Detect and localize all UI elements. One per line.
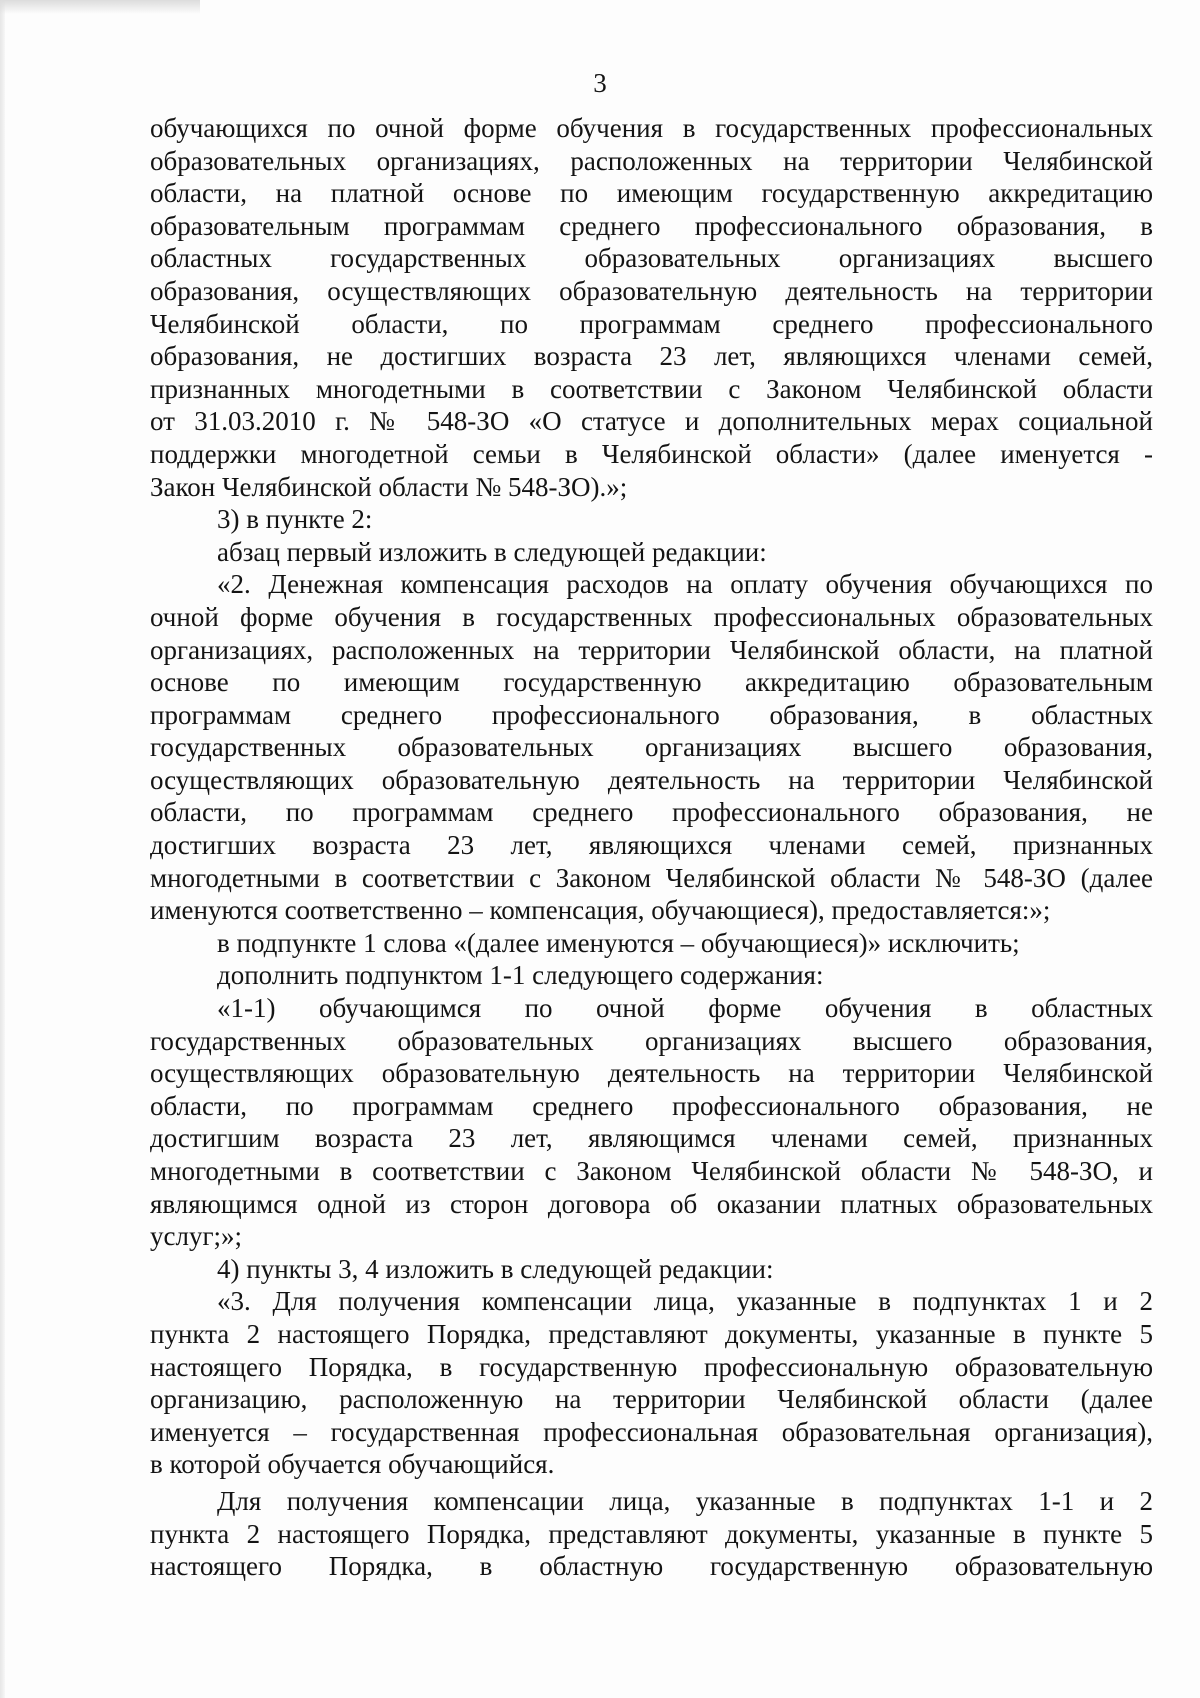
text-line: «3. Для получения компенсации лица, указанные в подпунктах 1 и 2 (217, 1286, 1153, 1317)
text-line: настоящего Порядка, в областную государственную образовательную (150, 1551, 1153, 1582)
text-line: 4) пункты 3, 4 изложить в следующей редакции: (217, 1253, 774, 1284)
text-line: пункта 2 настоящего Порядка, представляют документы, указанные в пункте 5 (150, 1318, 1153, 1349)
text-line: именуется – государственная профессиональная образовательная организация), (150, 1416, 1153, 1447)
text-line: образования, осуществляющих образовательную деятельность на территории (150, 275, 1153, 306)
scan-edge-shadow (0, 0, 5, 1698)
text-line: образовательным программам среднего профессионального образования, в (150, 210, 1153, 241)
text-line: дополнить подпунктом 1-1 следующего содержания: (217, 960, 824, 991)
page-number: 3 (593, 68, 607, 98)
text-line: очной форме обучения в государственных профессиональных образовательных (150, 601, 1153, 632)
text-line: областных государственных образовательных организациях высшего (150, 243, 1153, 274)
text-line: государственных образовательных организациях высшего образования, (150, 732, 1153, 763)
scan-top-shadow (0, 0, 200, 14)
text-line: образования, не достигших возраста 23 лет, являющихся членами семей, (150, 341, 1153, 372)
text-line: организацию, расположенную на территории Челябинской области (далее (150, 1384, 1153, 1415)
text-line: образовательных организациях, расположенных на территории Челябинской (150, 145, 1153, 176)
text-line: от 31.03.2010 г. № 548-ЗО «О статусе и дополнительных мерах социальной (150, 406, 1153, 437)
text-line: Закон Челябинской области № 548-ЗО).»; (150, 471, 628, 502)
text-line: обучающихся по очной форме обучения в государственных профессиональных (150, 113, 1153, 143)
text-line: организациях, расположенных на территории Челябинской области, на платной (150, 634, 1153, 665)
text-line: пункта 2 настоящего Порядка, представляют документы, указанные в пункте 5 (150, 1518, 1153, 1549)
text-line: 3) в пункте 2: (217, 504, 373, 535)
text-line: «1-1) обучающимся по очной форме обучения в областных (217, 993, 1153, 1024)
text-line: области, по программам среднего профессионального образования, не (150, 797, 1153, 828)
document-body (150, 112, 1153, 1583)
text-line: достигших возраста 23 лет, являющихся членами семей, признанных (150, 830, 1153, 861)
text-line: многодетными в соответствии с Законом Челябинской области № 548-ЗО (далее (150, 862, 1153, 893)
text-line: настоящего Порядка, в государственную профессиональную образовательную (150, 1351, 1153, 1382)
text-line: «2. Денежная компенсация расходов на оплату обучения обучающихся по (217, 569, 1153, 600)
text-line: осуществляющих образовательную деятельность на территории Челябинской (150, 764, 1153, 795)
text-line: услуг;»; (150, 1221, 243, 1252)
text-line: программам среднего профессионального образования, в областных (150, 699, 1153, 730)
text-line: Для получения компенсации лица, указанные в подпунктах 1-1 и 2 (217, 1485, 1153, 1516)
text-line: области, по программам среднего профессионального образования, не (150, 1090, 1153, 1121)
text-line: осуществляющих образовательную деятельность на территории Челябинской (150, 1058, 1153, 1089)
text-line: области, на платной основе по имеющим государственную аккредитацию (150, 178, 1153, 209)
text-line: основе по имеющим государственную аккредитацию образовательным (150, 667, 1153, 698)
text-line: в подпункте 1 слова «(далее именуются – обучающиеся)» исключить; (217, 927, 1020, 958)
text-line: признанных многодетными в соответствии с Законом Челябинской области (150, 373, 1153, 404)
text-line: многодетными в соответствии с Законом Челябинской области № 548-ЗО, и (150, 1156, 1153, 1186)
text-line: достигшим возраста 23 лет, являющимся членами семей, признанных (150, 1123, 1153, 1154)
text-line: именуются соответственно – компенсация, обучающиеся), предоставляется:»; (150, 895, 1051, 926)
text-line: поддержки многодетной семьи в Челябинской области» (далее именуется - (150, 438, 1153, 469)
text-line: абзац первый изложить в следующей редакции: (217, 536, 767, 567)
text-line: Челябинской области, по программам среднего профессионального (150, 308, 1153, 339)
text-line: государственных образовательных организациях высшего образования, (150, 1025, 1153, 1056)
text-line: в которой обучается обучающийся. (150, 1449, 555, 1480)
text-line: являющимся одной из сторон договора об оказании платных образовательных (150, 1188, 1153, 1219)
